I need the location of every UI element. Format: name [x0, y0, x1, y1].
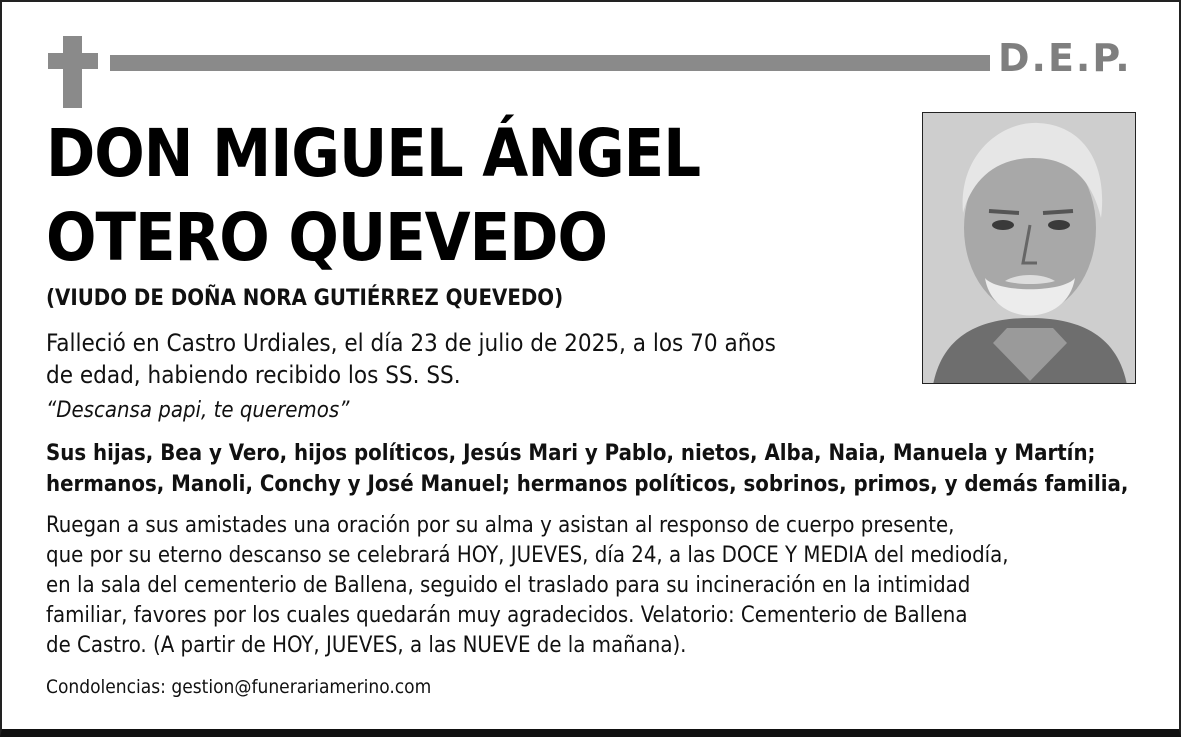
memorial-quote: “Descansa papi, te queremos”: [46, 398, 350, 423]
widow-note: (VIUDO DE DOÑA NORA GUTIÉRREZ QUEVEDO): [46, 286, 564, 311]
cross-icon: [48, 36, 98, 108]
death-notice-line: Falleció en Castro Urdiales, el día 23 de julio de 2025, a los 70 años: [46, 329, 776, 357]
rip-label: D.E.P.: [998, 36, 1132, 80]
service-line: que por su eterno descanso se celebrará HOY, JUEVES, día 24, a las DOCE Y MEDIA del mediodía,: [46, 543, 1009, 568]
death-notice: [46, 327, 776, 391]
service-line: familiar, favores por los cuales quedarán muy agradecidos. Velatorio: Cementerio de Ballena: [46, 603, 968, 628]
family-list: [46, 438, 1128, 500]
service-details: [46, 511, 1009, 661]
portrait-photo: [922, 112, 1136, 384]
family-line: hermanos, Manoli, Conchy y José Manuel; hermanos políticos, sobrinos, primos, y demás familia,: [46, 472, 1129, 497]
service-line: Ruegan a sus amistades una oración por su alma y asistan al responso de cuerpo presente,: [46, 513, 955, 538]
family-line: Sus hijas, Bea y Vero, hijos políticos, Jesús Mari y Pablo, nietos, Alba, Naia, Manuela y Martín;: [46, 441, 1096, 466]
deceased-name: [46, 112, 700, 280]
condolences-contact: Condolencias: gestion@funerariamerino.com: [46, 676, 432, 698]
name-line-2: OTERO QUEVEDO: [46, 199, 607, 276]
death-notice-line: de edad, habiendo recibido los SS. SS.: [46, 361, 461, 389]
name-line-1: DON MIGUEL ÁNGEL: [46, 115, 701, 192]
header-rule: [110, 55, 990, 71]
service-line: de Castro. (A partir de HOY, JUEVES, a las NUEVE de la mañana).: [46, 633, 687, 658]
service-line: en la sala del cementerio de Ballena, seguido el traslado para su incineración en la intimidad: [46, 573, 971, 598]
